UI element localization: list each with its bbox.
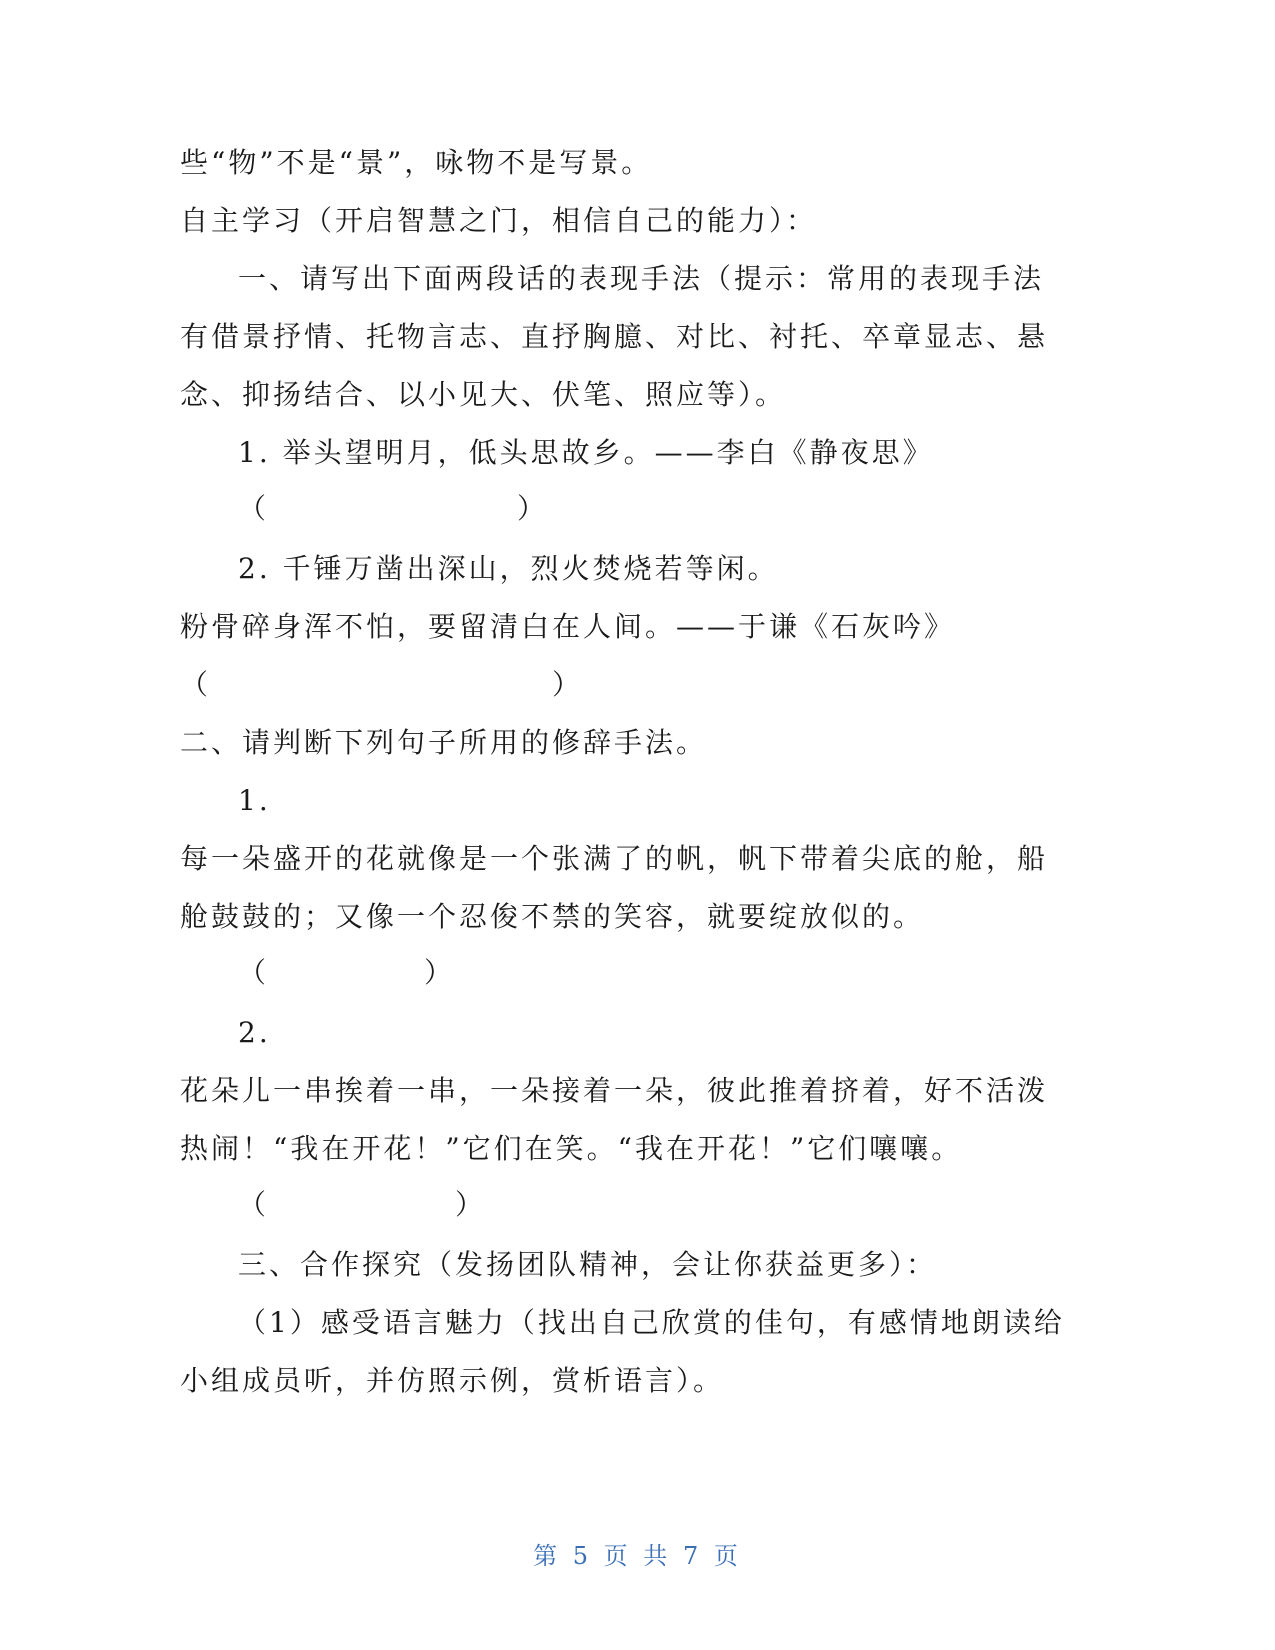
- text-line-2: 自主学习（开启智慧之门，相信自己的能力）：: [180, 204, 818, 237]
- text-line-17: 花朵儿一串挨着一串，一朵接着一朵，彼此推着挤着，好不活泼: [180, 1074, 1049, 1107]
- answer-blank-4: （ ）: [238, 1188, 487, 1221]
- text-line-12: 1.: [238, 784, 271, 817]
- text-line-1: 些“物”不是“景”，咏物不是写景。: [180, 146, 653, 179]
- text-line-6: 1. 举头望明月，低头思故乡。——李白《静夜思》: [238, 436, 934, 469]
- page-number-footer: 第 5 页 共 7 页: [533, 1542, 742, 1570]
- text-line-5: 念、抑扬结合、以小见大、伏笔、照应等）。: [180, 378, 787, 411]
- text-line-4: 有借景抒情、托物言志、直抒胸臆、对比、衬托、卒章显志、悬: [180, 320, 1049, 353]
- text-line-20: 三、合作探究（发扬团队精神，会让你获益更多）：: [238, 1248, 938, 1281]
- text-line-9: 粉骨碎身浑不怕，要留清白在人间。——于谦《石灰吟》: [180, 610, 956, 643]
- text-line-8: 2. 千锤万凿出深山，烈火焚烧若等闲。: [238, 552, 779, 585]
- answer-blank-1: （ ）: [238, 492, 549, 525]
- answer-blank-3: （ ）: [238, 956, 456, 989]
- text-line-22: 小组成员听，并仿照示例，赏析语言）。: [180, 1364, 725, 1397]
- text-line-18: 热闹！“我在开花！”它们在笑。“我在开花！”它们嚷嚷。: [180, 1132, 963, 1165]
- text-line-11: 二、请判断下列句子所用的修辞手法。: [180, 726, 708, 759]
- text-line-21: （1）感受语言魅力（找出自己欣赏的佳句，有感情地朗读给: [238, 1306, 1065, 1339]
- text-line-14: 舱鼓鼓的；又像一个忍俊不禁的笑容，就要绽放似的。: [180, 900, 925, 933]
- text-line-13: 每一朵盛开的花就像是一个张满了的帆，帆下带着尖底的舱，船: [180, 842, 1049, 875]
- answer-blank-2: （ ）: [180, 668, 584, 701]
- text-line-3: 一、请写出下面两段话的表现手法（提示：常用的表现手法: [238, 262, 1045, 295]
- text-line-16: 2.: [238, 1016, 271, 1049]
